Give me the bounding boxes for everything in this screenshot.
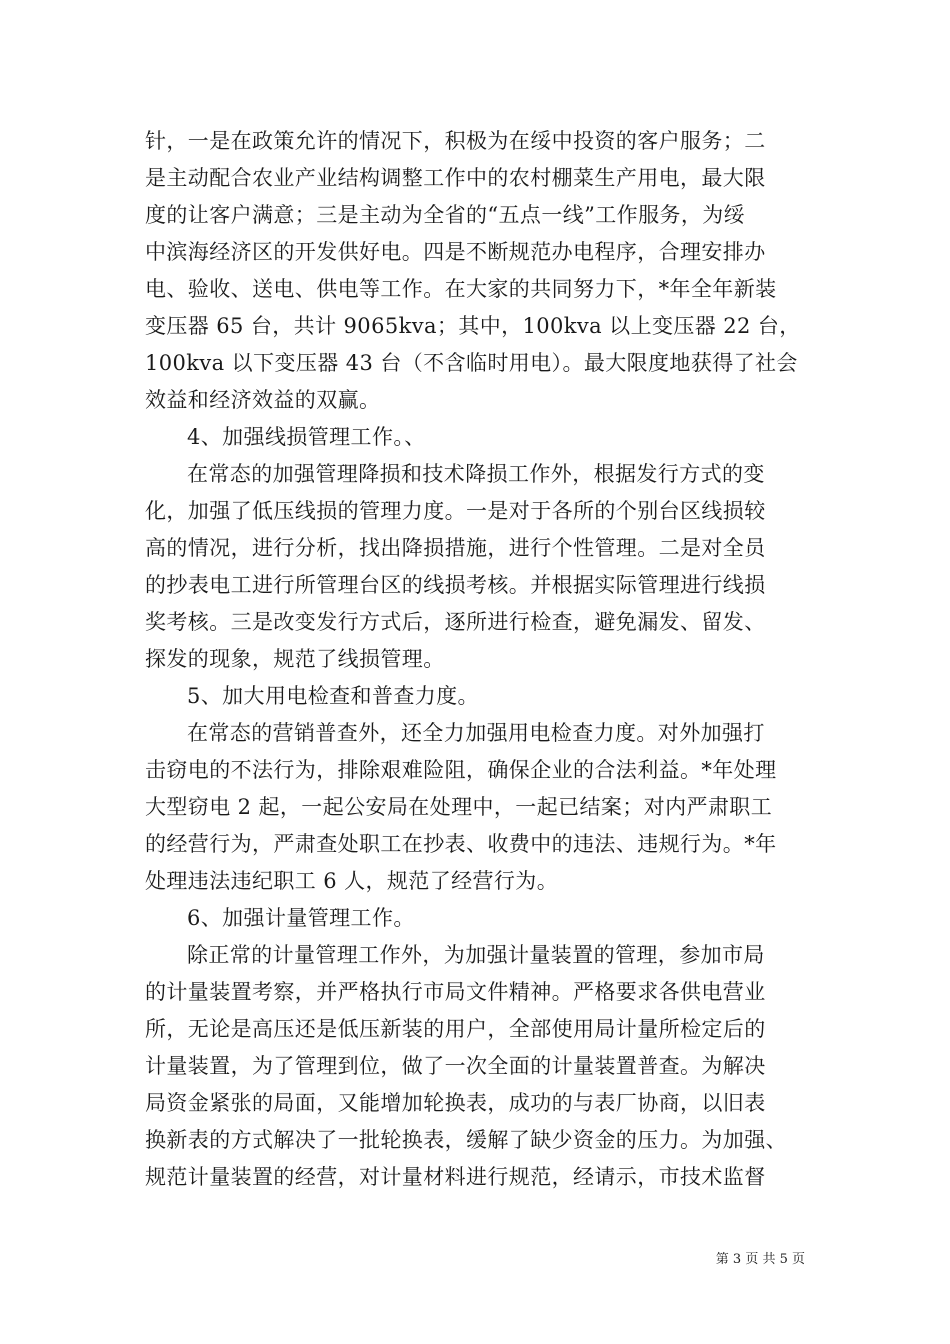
text-line: 5、加大用电检查和普查力度。 [187, 684, 479, 708]
text-line: 大型窃电 2 起，一起公安局在处理中，一起已结案；对内严肃职工 [145, 795, 773, 819]
text-line: 在常态的营销普查外，还全力加强用电检查力度。对外加强打 [187, 721, 765, 745]
text-line: 效益和经济效益的双赢。 [145, 388, 381, 412]
text-line: 规范计量装置的经营，对计量材料进行规范，经请示，市技术监督 [145, 1165, 766, 1189]
text-line: 变压器 65 台，共计 9065kva；其中，100kva 以上变压器 22 台， [145, 314, 801, 338]
text-line: 100kva 以下变压器 43 台（不含临时用电）。最大限度地获得了社会 [145, 351, 798, 375]
text-line: 的计量装置考察，并严格执行市局文件精神。严格要求各供电营业 [145, 980, 766, 1004]
text-line: 针，一是在政策允许的情况下，积极为在绥中投资的客户服务；二 [145, 129, 766, 153]
text-line: 化，加强了低压线损的管理力度。一是对于各所的个别台区线损较 [145, 499, 766, 523]
text-line: 换新表的方式解决了一批轮换表，缓解了缺少资金的压力。为加强、 [145, 1128, 787, 1152]
text-line: 在常态的加强管理降损和技术降损工作外，根据发行方式的变 [187, 462, 765, 486]
page-number: 第 3 页 共 5 页 [715, 1252, 805, 1267]
text-line: 6、加强计量管理工作。 [187, 906, 415, 930]
text-line: 的抄表电工进行所管理台区的线损考核。并根据实际管理进行线损 [145, 573, 766, 597]
text-line: 局资金紧张的局面，又能增加轮换表，成功的与表厂协商，以旧表 [145, 1091, 766, 1115]
text-line: 所，无论是高压还是低压新装的用户，全部使用局计量所检定后的 [145, 1017, 766, 1041]
text-line: 探发的现象，规范了线损管理。 [145, 647, 445, 671]
document-body [145, 123, 815, 1196]
text-line: 是主动配合农业产业结构调整工作中的农村棚菜生产用电，最大限 [145, 166, 766, 190]
text-line: 高的情况，进行分析，找出降损措施，进行个性管理。二是对全员 [145, 536, 766, 560]
text-line: 4、加强线损管理工作。、 [187, 425, 426, 449]
text-line: 的经营行为，严肃查处职工在抄表、收费中的违法、违规行为。*年 [145, 832, 777, 856]
text-line: 击窃电的不法行为，排除艰难险阻，确保企业的合法利益。*年处理 [145, 758, 777, 782]
text-line: 奖考核。三是改变发行方式后，逐所进行检查，避免漏发、留发、 [145, 610, 766, 634]
text-line: 度的让客户满意；三是主动为全省的“五点一线”工作服务，为绥 [145, 203, 746, 227]
text-line: 处理违法违纪职工 6 人，规范了经营行为。 [145, 869, 559, 893]
text-line: 电、验收、送电、供电等工作。在大家的共同努力下，*年全年新装 [145, 277, 777, 301]
text-line: 中滨海经济区的开发供好电。四是不断规范办电程序，合理安排办 [145, 240, 766, 264]
text-line: 除正常的计量管理工作外，为加强计量装置的管理，参加市局 [187, 943, 765, 967]
text-line: 计量装置，为了管理到位，做了一次全面的计量装置普查。为解决 [145, 1054, 766, 1078]
